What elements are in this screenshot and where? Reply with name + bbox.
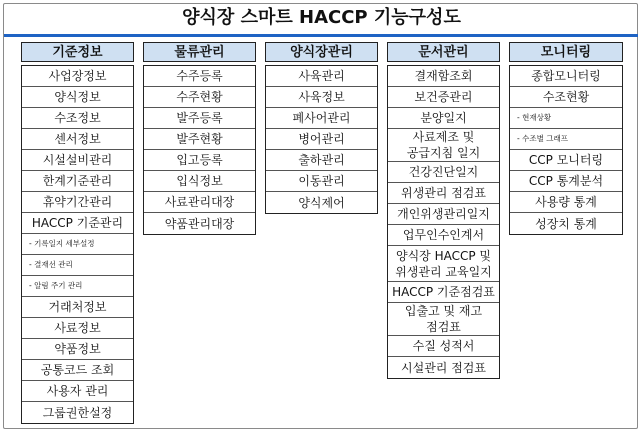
function-item: 개인위생관리일지 — [388, 204, 499, 225]
column-item-list — [143, 65, 256, 235]
function-item: 건강진단일지 — [388, 162, 499, 183]
function-item: 양식장 HACCP 및 위생관리 교육일지 — [388, 246, 499, 282]
function-item: 사료관리대장 — [144, 192, 255, 213]
function-item: CCP 통계분석 — [510, 171, 622, 192]
function-item: 그룹권한설정 — [42, 405, 113, 420]
function-item: 종합모니터링 — [510, 66, 622, 87]
function-item: 위생관리 점검표 — [388, 183, 499, 204]
sub-function-item: - 알림 주기 관리 — [22, 276, 133, 297]
column-header: 양식장관리 — [265, 42, 378, 62]
function-item: 수주등록 — [144, 66, 255, 87]
function-item: 발주현황 — [144, 129, 255, 150]
column-document-management — [387, 42, 500, 379]
column-monitoring — [509, 42, 623, 235]
column-header: 모니터링 — [509, 42, 623, 62]
function-item: CCP 모니터링 — [510, 150, 622, 171]
function-item: 수조정보 — [22, 108, 133, 129]
column-item-list — [387, 65, 500, 379]
function-item: 입고등록 — [144, 150, 255, 171]
column-header: 물류관리 — [143, 42, 256, 62]
function-item: 사료제조 및 공급지침 일지 — [388, 129, 499, 162]
function-item: 보건증관리 — [388, 87, 499, 108]
function-item: 분양일지 — [388, 108, 499, 129]
function-item: HACCP 기준점검표 — [388, 282, 499, 303]
function-item: 시설관리 점검표 — [401, 360, 486, 375]
column-master-data — [21, 42, 134, 424]
function-item: 사료정보 — [22, 318, 133, 339]
function-item: 사용자 관리 — [22, 381, 133, 402]
function-item: 사업장정보 — [22, 66, 133, 87]
function-item: 수질 성적서 — [388, 336, 499, 357]
function-item: 센서정보 — [22, 129, 133, 150]
function-item: HACCP 기준관리 — [22, 213, 133, 234]
function-item: 출하관리 — [266, 150, 377, 171]
function-item: 약품정보 — [22, 339, 133, 360]
column-item-list — [21, 65, 134, 424]
function-item: 사용량 통계 — [510, 192, 622, 213]
diagram-title: 양식장 스마트 HACCP 기능구성도 — [182, 7, 461, 28]
column-item-list — [509, 65, 623, 235]
function-item: 거래처정보 — [22, 297, 133, 318]
column-header: 기준정보 — [21, 42, 134, 62]
function-item: 병어관리 — [266, 129, 377, 150]
function-item: 양식제어 — [298, 195, 345, 210]
sub-function-item: - 결재선 관리 — [22, 255, 133, 276]
function-item: 발주등록 — [144, 108, 255, 129]
function-item: 사육정보 — [266, 87, 377, 108]
function-item: 결재함조회 — [388, 66, 499, 87]
function-item: 입출고 및 재고 점검표 — [388, 303, 499, 336]
function-item: 업무인수인계서 — [388, 225, 499, 246]
function-item: 이동관리 — [266, 171, 377, 192]
function-item: 수주현황 — [144, 87, 255, 108]
function-item: 입식정보 — [144, 171, 255, 192]
function-item: 폐사어관리 — [266, 108, 377, 129]
column-farm-management — [265, 42, 378, 214]
function-item: 한계기준관리 — [22, 171, 133, 192]
sub-function-item: - 기록일지 세부설정 — [22, 234, 133, 255]
function-item: 성장치 통계 — [535, 216, 597, 231]
function-item: 공통코드 조회 — [22, 360, 133, 381]
sub-function-item: - 수조별 그래프 — [510, 129, 622, 150]
function-item: 양식정보 — [22, 87, 133, 108]
sub-function-item: - 현재상황 — [510, 108, 622, 129]
function-item: 사육관리 — [266, 66, 377, 87]
column-header: 문서관리 — [387, 42, 500, 62]
function-item: 휴약기간관리 — [22, 192, 133, 213]
function-item: 시설설비관리 — [22, 150, 133, 171]
function-item: 약품관리대장 — [164, 216, 235, 231]
title-underline — [4, 34, 638, 37]
column-item-list — [265, 65, 378, 214]
function-item: 수조현황 — [510, 87, 622, 108]
column-logistics — [143, 42, 256, 235]
